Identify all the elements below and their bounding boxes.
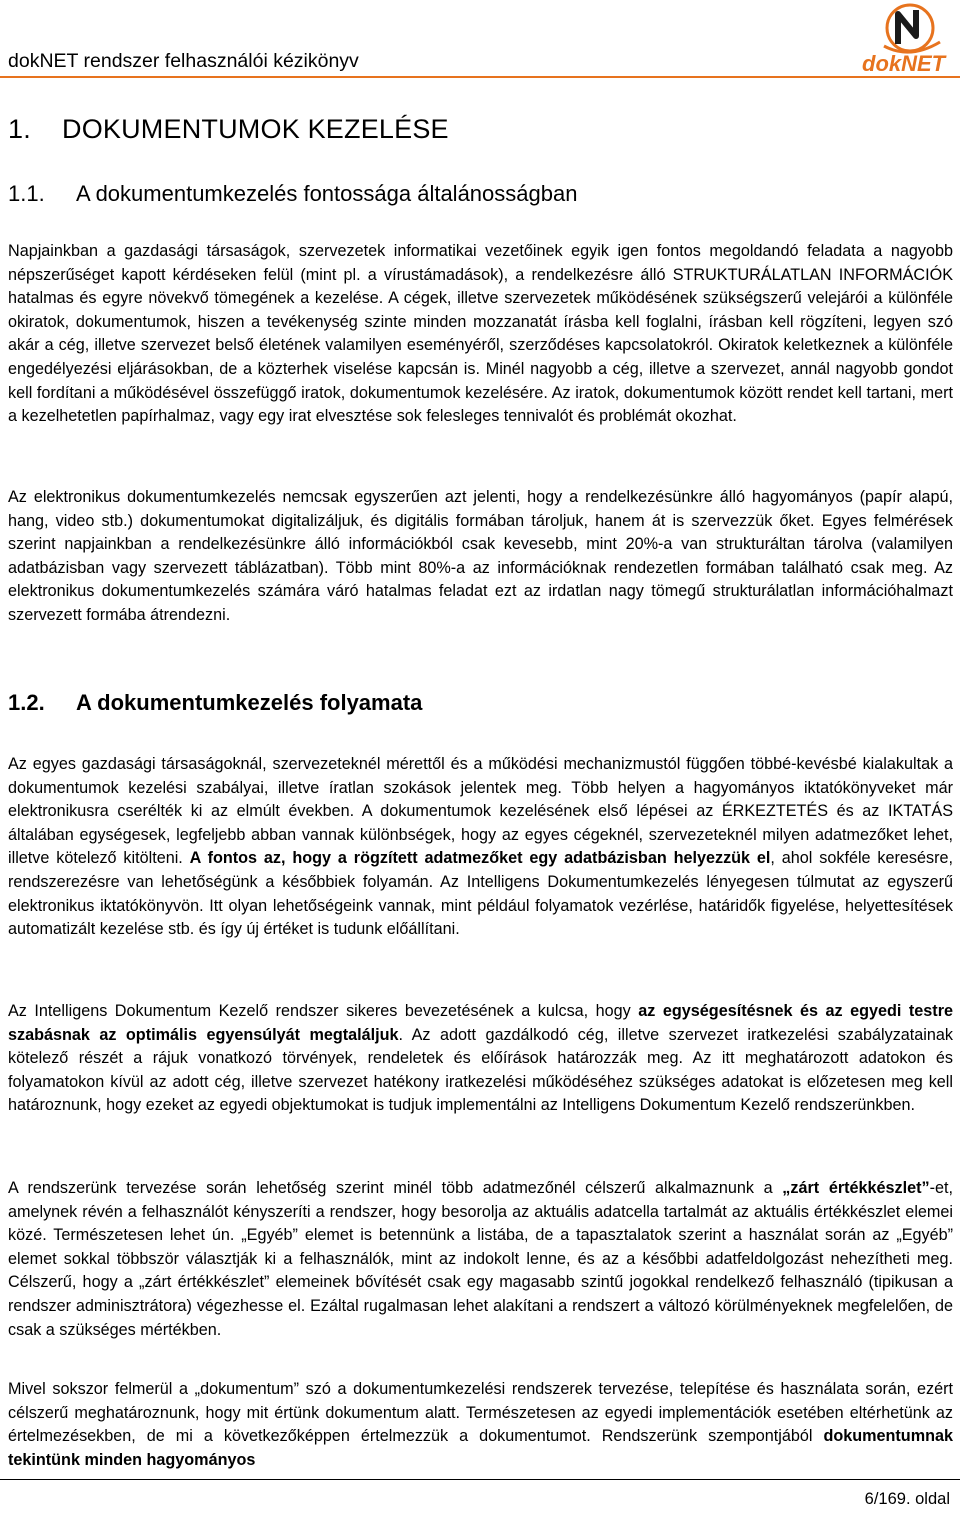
section-number: 1.1.	[8, 181, 45, 206]
section-number: 1.2.	[8, 690, 45, 715]
paragraph	[8, 1000, 953, 1118]
chapter-number: 1.	[8, 114, 31, 144]
paragraph	[8, 1177, 953, 1342]
header-divider	[0, 76, 960, 78]
paragraph	[8, 1378, 953, 1472]
chapter-heading	[8, 114, 449, 145]
bold-text-run: „zárt értékkészlet”	[782, 1179, 930, 1197]
text-run: -et, amelynek révén a felhasználót kényszeríti a rendszer, hogy besorolja az aktuális adatcella tartalmát az aktuális értékkészlet elemei közé. Természetesen lehet ún. „Egyéb” elemet is betennünk a listába, de a tapasztalatok szerint a használat során az „Egyéb” elemet sokkal többször választják ki a felhasználók, mint az indokolt lenne, és az a későbbi adatfeldolgozást nehezítheti meg. Célszerű, hogy a „zárt értékkészlet” elemeinek bővítését csak egy magasabb szintű jogokkal rendelkező felhasználó (tipikusan a rendszer adminisztrátora) végezhesse el. Ezáltal rugalmasan lehet alakítani a rendszert a változó körülményeknek megfelelően, de csak a szükséges mértékben.	[8, 1179, 953, 1339]
footer-divider	[0, 1479, 960, 1480]
section-title: A dokumentumkezelés folyamata	[76, 690, 423, 715]
text-run: Az egyes gazdasági társaságoknál, szervezeteknél mérettől és a működési mechanizmustól függően többé-kevésbé kialakultak a dokumentumok kezelési szabályai, illetve íratlan szokások jelentek meg. Több helyen a hagyományos iktatókönyveket már elektronikusra cserélték ki az elmúlt években. A dokumentumok kezelésének első lépései az ÉRKEZTETÉS és az IKTATÁS általában egységesek, legfeljebb abban vannak különbségek, hogy az egyes cégeknél, szervezeteknél milyen adatmezőket lehet, illetve kötelező kitölteni.	[8, 755, 953, 868]
paragraph	[8, 753, 953, 942]
text-run: A rendszerünk tervezése során lehetőség szerint minél több adatmezőnél célszerű alkalmaznunk a	[8, 1179, 783, 1197]
chapter-title: DOKUMENTUMOK KEZELÉSE	[62, 114, 449, 144]
paragraph	[8, 240, 953, 429]
section-heading-1-2	[8, 690, 422, 716]
text-run: Az Intelligens Dokumentum Kezelő rendszer sikeres bevezetésének a kulcsa, hogy	[8, 1002, 639, 1020]
page-number: 6/169. oldal	[864, 1490, 950, 1508]
doknet-logo	[858, 2, 956, 76]
logo-n-glyph	[898, 10, 916, 44]
text-run: . Az adott gazdálkodó cég, illetve szervezet iratkezelési szabályzatainak kötelező részét a rájuk vonatkozó törvények, rendeletek és előírások határozzák meg. Az itt meghatározott adatokon és folyamatokon kívül az adott cég, illetve szervezet hatékony iratkezelési működéséhez szükséges adatokat is előzetesen meg kell határoznunk, hogy ezeket az egyedi objektumokat is tudjuk implementálni az Intelligens Dokumentum Kezelő rendszerünkben.	[8, 1025, 953, 1115]
text-run: , ahol sokféle keresésre, rendszerezésre van lehetőségünk a későbbiek folyamán. Az Intelligens Dokumentumkezelés lényegesen túlmutat az egyszerű elektronikus iktatókönyvön. Itt olyan lehetőségeink vannak, mint például folyamatok vezérlése, határidők figyelése, helyettesítések automatizált kezelése stb. és így új értéket is tudunk előállítani.	[8, 849, 953, 939]
bold-text-run: A fontos az, hogy a rögzített adatmezőket egy adatbázisban helyezzük el	[189, 849, 771, 868]
paragraph	[8, 486, 953, 628]
bold-text-run: dokumentumnak tekintünk minden hagyományos	[8, 1427, 953, 1469]
text-run: Az elektronikus dokumentumkezelés nemcsak egyszerűen azt jelenti, hogy a rendelkezésünkre álló hagyományos (papír alapú, hang, video stb.) dokumentumokat digitalizáljuk, és digitális formában tároljuk, hanem át is szervezzük őket. Egyes felmérések szerint napjainkban a rendelkezésünkre álló információkból csak kevesebb, mint 20%-a van strukturáltan tárolva (valamilyen adatbázisban vagy szervezett táblázatban). Több mint 80%-a az információknak rendezetlen formában található csak meg. Az elektronikus dokumentumkezelés számára váró hatalmas feladat ezt az irdatlan nagy tömegű strukturálatlan információhalmazt szervezett formába átrendezni.	[8, 488, 953, 624]
section-title: A dokumentumkezelés fontossága általánosságban	[76, 181, 578, 206]
bold-text-run: az egységesítésnek és az egyedi testre szabásnak az optimális egyensúlyát megtaláljuk	[8, 1002, 953, 1044]
document-title: dokNET rendszer felhasználói kézikönyv	[8, 50, 359, 72]
text-run: Napjainkban a gazdasági társaságok, szervezetek informatikai vezetőinek egyik igen fontos megoldandó feladata a nagyobb népszerűséget kapott kérdéseken felül (mint pl. a vírustámadások), a rendelkezésre álló STRUKTURÁLATLAN INFORMÁCIÓK hatalmas és egyre növekvő tömegének a kezelése. A cégek, illetve szervezetek működésének szükségszerű velejárói a különféle okiratok, dokumentumok, hiszen a tevékenység szinte minden mozzanatát írásba kell foglalni, írásban kell rögzíteni, legyen szó akár a cég, illetve szervezet belső életének valamilyen eseményéről, szerződéses kapcsolatokról. Okiratok keletkeznek a különféle engedélyezési eljárásokban, de a közterhek viselése kapcsán is. Minél nagyobb a cég, illetve a szervezet, annál nagyobb gondot kell fordítani a működésével összefüggő iratok, dokumentumok kezelésére. Az iratok, dokumentumok között rendet kell tartani, mert a kezelhetetlen papírhalmaz, vagy egy irat elvesztése sok felesleges tennivalót és problémát okozhat.	[8, 242, 953, 426]
logo-text: dokNET	[862, 51, 946, 76]
section-heading-1-1	[8, 181, 577, 207]
text-run: Mivel sokszor felmerül a „dokumentum” szó a dokumentumkezelési rendszerek tervezése, telepítése és használata során, ezért célszerű meghatároznunk, hogy mit értünk dokumentum alatt. Természetesen az egyedi implementációk esetében eltérhetünk az értelmezésekben, de mi a következőképpen értelmezzük a dokumentumot. Rendszerünk szempontjából	[8, 1380, 953, 1446]
